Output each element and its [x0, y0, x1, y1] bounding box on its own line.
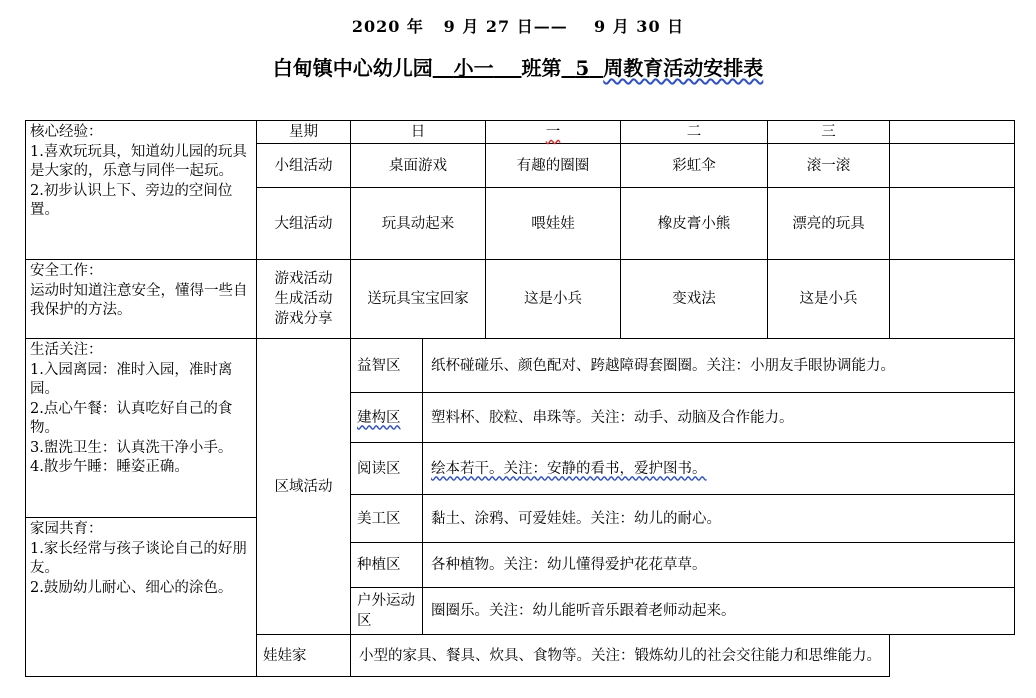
large-group-wednesday: 漂亮的玩具	[768, 188, 890, 260]
small-group-label: 小组活动	[257, 144, 351, 188]
area-name-planting: 种植区	[351, 543, 423, 588]
large-group-sunday: 玩具动起来	[351, 188, 486, 260]
area-desc-puzzle: 纸杯碰碰乐、颜色配对、跨越障碍套圈圈。关注：小朋友手眼协调能力。	[423, 339, 1015, 393]
area-desc-doll-house: 小型的家具、餐具、炊具、食物等。关注：锻炼幼儿的社会交往能力和思维能力。	[351, 635, 890, 677]
day-sunday-header: 日	[351, 121, 486, 144]
area-desc-building: 塑料杯、胶粒、串珠等。关注：动手、动脑及合作能力。	[423, 393, 1015, 443]
game-tuesday: 变戏法	[621, 260, 768, 339]
date-range: 2020 年 9 月 27 日—— 9 月 30 日	[351, 17, 685, 36]
area-name-doll-house: 娃娃家	[257, 635, 351, 677]
large-group-blank	[890, 188, 1015, 260]
small-group-blank	[890, 144, 1015, 188]
small-group-wednesday: 滚一滚	[768, 144, 890, 188]
game-wednesday: 这是小兵	[768, 260, 890, 339]
area-name-building: 建构区	[351, 393, 423, 443]
weekday-header: 星期	[257, 121, 351, 144]
game-blank	[890, 260, 1015, 339]
small-group-sunday: 桌面游戏	[351, 144, 486, 188]
area-desc-reading: 绘本若干。关注：安静的看书，爱护图书。	[423, 443, 1015, 495]
small-group-monday: 有趣的圈圈	[486, 144, 621, 188]
title-prefix: 白甸镇中心幼儿园	[272, 56, 433, 80]
game-activity-label: 游戏活动 生成活动 游戏分享	[257, 260, 351, 339]
day-tuesday-header: 二	[621, 121, 768, 144]
page-title	[0, 52, 1036, 81]
day-monday-header: 一	[486, 121, 621, 144]
schedule-table	[25, 120, 1015, 677]
day-wednesday-header: 三	[768, 121, 890, 144]
area-desc-outdoor: 圈圈乐。关注：幼儿能听音乐跟着老师动起来。	[423, 588, 1015, 635]
life-care-cell: 生活关注： 1.入园离园：准时入园，准时离园。 2.点心午餐：认真吃好自己的食物。 3.盥洗卫生：认真洗干净小手。 4.散步午睡：睡姿正确。	[26, 339, 257, 518]
area-name-outdoor: 户外运动区	[351, 588, 423, 635]
title-suffix: 周教育活动安排表	[603, 56, 764, 80]
small-group-tuesday: 彩虹伞	[621, 144, 768, 188]
large-group-label: 大组活动	[257, 188, 351, 260]
game-sunday: 送玩具宝宝回家	[351, 260, 486, 339]
title-middle: 班第	[521, 56, 562, 80]
area-desc-planting: 各种植物。关注：幼儿懂得爱护花花草草。	[423, 543, 1015, 588]
game-monday: 这是小兵	[486, 260, 621, 339]
area-activity-label: 区域活动	[257, 339, 351, 635]
safety-cell: 安全工作： 运动时知道注意安全，懂得一些自我保护的方法。	[26, 260, 257, 339]
home-coop-cell: 家园共育： 1.家长经常与孩子谈论自己的好朋友。 2.鼓励幼儿耐心、细心的涂色。	[26, 518, 257, 677]
area-name-art: 美工区	[351, 495, 423, 543]
week-number: 5	[575, 56, 590, 80]
blank-header	[890, 121, 1015, 144]
large-group-monday: 喂娃娃	[486, 188, 621, 260]
area-name-puzzle: 益智区	[351, 339, 423, 393]
large-group-tuesday: 橡皮膏小熊	[621, 188, 768, 260]
core-experience-cell: 核心经验： 1.喜欢玩玩具，知道幼儿园的玩具是大家的，乐意与同伴一起玩。 2.初步认识上下、旁边的空间位置。	[26, 121, 257, 260]
area-desc-art: 黏土、涂鸦、可爱娃娃。关注：幼儿的耐心。	[423, 495, 1015, 543]
class-name: 小一	[453, 56, 494, 80]
area-name-reading: 阅读区	[351, 443, 423, 495]
